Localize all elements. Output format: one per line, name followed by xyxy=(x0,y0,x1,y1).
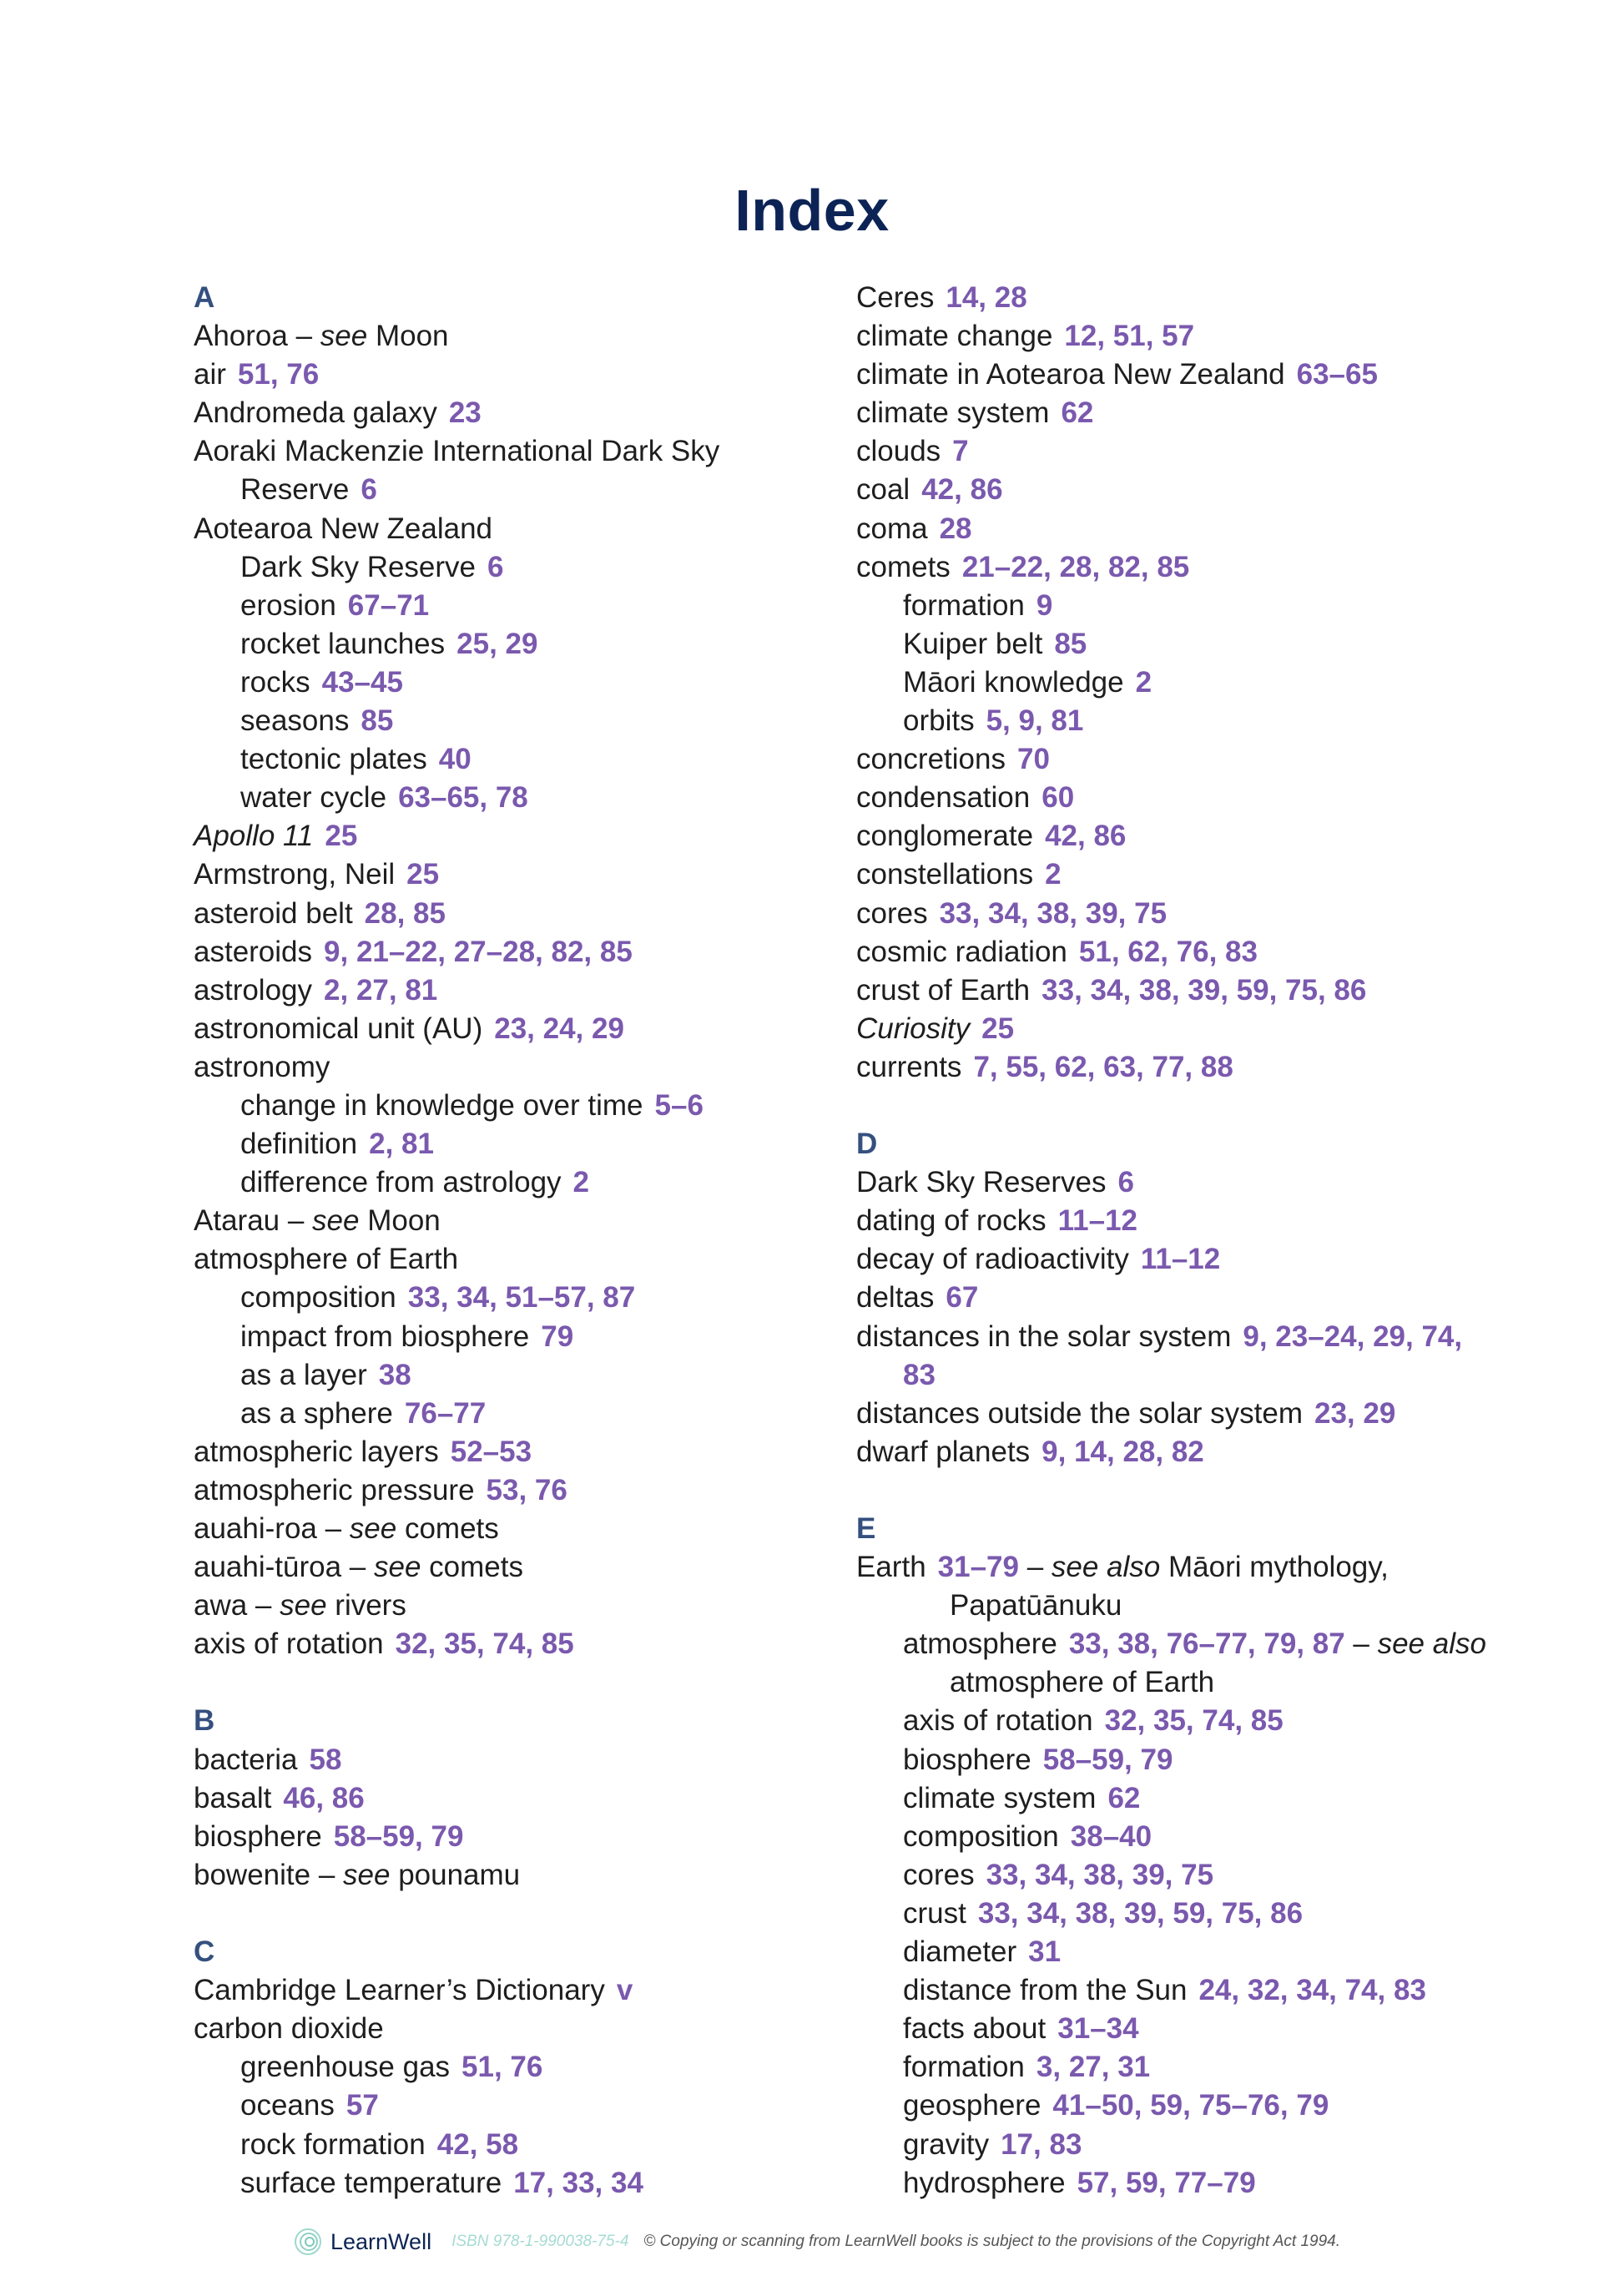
page-numbers: 25, 29 xyxy=(456,627,538,660)
index-entry xyxy=(856,1163,1516,1202)
index-subentry xyxy=(194,587,778,625)
entry-term: Dark Sky Reserve xyxy=(240,550,477,583)
index-entry xyxy=(194,1433,778,1471)
page-numbers: 42, 86 xyxy=(921,473,1003,507)
entry-term: change in knowledge over time xyxy=(240,1088,643,1122)
index-subentry xyxy=(856,1971,1516,2010)
index-subentry xyxy=(856,1856,1516,1895)
page-numbers: 41–50, 59, 75–76, 79 xyxy=(1052,2089,1329,2122)
index-entry xyxy=(194,1856,778,1895)
index-subentry xyxy=(194,1318,778,1356)
section-letter: E xyxy=(856,1512,876,1545)
index-subentry xyxy=(194,2126,778,2164)
page-numbers: 12, 51, 57 xyxy=(1064,320,1195,353)
entry-term-italic: Apollo 11 xyxy=(194,820,314,853)
entry-term-italic: see xyxy=(280,1589,327,1622)
index-entry xyxy=(856,510,1516,548)
index-entry xyxy=(856,971,1516,1010)
entry-term: Moon xyxy=(359,1204,441,1238)
index-entry xyxy=(194,1510,778,1548)
entry-term: definition xyxy=(240,1128,358,1161)
page-numbers: 52–53 xyxy=(450,1435,532,1468)
entry-term: orbits xyxy=(903,704,975,738)
page-numbers: 32, 35, 74, 85 xyxy=(395,1627,574,1661)
entry-term: hydrosphere xyxy=(903,2166,1066,2199)
page-numbers: 51, 76 xyxy=(237,358,320,391)
page-numbers: 23, 24, 29 xyxy=(494,1012,624,1045)
entry-term: Moon xyxy=(367,320,449,353)
entry-term: dwarf planets xyxy=(856,1435,1031,1468)
index-entry xyxy=(194,1471,778,1510)
index-entry xyxy=(856,394,1516,432)
page-numbers: 11–12 xyxy=(1057,1204,1138,1238)
entry-term: Reserve xyxy=(240,473,350,507)
page-numbers: 9 xyxy=(1036,588,1053,622)
entry-term: Aotearoa New Zealand xyxy=(194,512,492,545)
entry-term: crust xyxy=(903,1896,966,1930)
entry-term: astrology xyxy=(194,973,313,1007)
entry-term: clouds xyxy=(856,435,941,468)
entry-term: erosion xyxy=(240,588,336,622)
entry-term-italic: see xyxy=(312,1204,360,1238)
entry-term-italic: see also xyxy=(1051,1551,1161,1584)
entry-term: impact from biosphere xyxy=(240,1320,530,1353)
page-numbers: 28, 85 xyxy=(364,896,446,930)
page-numbers: 11–12 xyxy=(1140,1243,1221,1276)
entry-term: surface temperature xyxy=(240,2166,502,2199)
entry-term-italic: see also xyxy=(1377,1627,1486,1661)
index-subentry xyxy=(194,548,778,587)
entry-term: seasons xyxy=(240,704,350,738)
index-entry xyxy=(856,933,1516,971)
index-subentry xyxy=(856,2087,1516,2125)
index-column-left xyxy=(194,279,778,2203)
entry-term: distances outside the solar system xyxy=(856,1396,1303,1430)
entry-term: deltas xyxy=(856,1281,935,1315)
page-numbers: v xyxy=(616,1974,633,2007)
index-subentry xyxy=(194,625,778,664)
entry-term: astronomy xyxy=(194,1050,330,1083)
entry-term: asteroid belt xyxy=(194,896,353,930)
entry-term: diameter xyxy=(903,1935,1017,1969)
entry-term: conglomerate xyxy=(856,820,1034,853)
entry-term: bacteria xyxy=(194,1743,298,1776)
entry-term: Atarau – xyxy=(194,1204,313,1238)
spacer xyxy=(194,1663,778,1702)
index-entry xyxy=(856,779,1516,817)
page-numbers: 62 xyxy=(1107,1781,1141,1814)
index-subentry xyxy=(194,1356,778,1395)
entry-term: condensation xyxy=(856,781,1031,815)
entry-term: – xyxy=(1018,1551,1052,1584)
entry-term: rocket launches xyxy=(240,627,446,660)
page-numbers: 9, 21–22, 27–28, 82, 85 xyxy=(324,935,633,968)
page-numbers: 67–71 xyxy=(347,588,430,622)
entry-term: decay of radioactivity xyxy=(856,1243,1129,1276)
index-subentry xyxy=(856,1818,1516,1856)
page-numbers: 51, 62, 76, 83 xyxy=(1078,935,1258,968)
entry-term: Dark Sky Reserves xyxy=(856,1166,1107,1199)
index-subentry xyxy=(856,664,1516,702)
page-numbers: 62 xyxy=(1061,396,1094,430)
page-numbers: 6 xyxy=(1117,1166,1134,1199)
page-numbers: 51, 76 xyxy=(461,2051,543,2084)
page-numbers: 14, 28 xyxy=(946,281,1027,314)
entry-term: astronomical unit (AU) xyxy=(194,1012,483,1045)
index-entry xyxy=(856,432,1516,471)
page-numbers: 31 xyxy=(1028,1935,1062,1969)
entry-term: climate system xyxy=(903,1781,1097,1814)
page-numbers: 2 xyxy=(1135,665,1152,699)
page-numbers: 2 xyxy=(572,1166,590,1199)
entry-term: greenhouse gas xyxy=(240,2051,451,2084)
page-numbers: 85 xyxy=(1054,627,1087,660)
page-numbers: 67 xyxy=(946,1281,979,1315)
entry-term: auahi-roa – xyxy=(194,1512,350,1545)
index-entry xyxy=(194,1240,778,1279)
entry-term: atmospheric pressure xyxy=(194,1473,475,1506)
index-subentry xyxy=(856,2010,1516,2048)
section-letter: C xyxy=(194,1935,215,1969)
entry-term: distance from the Sun xyxy=(903,1974,1188,2007)
entry-term: Māori mythology, xyxy=(1160,1551,1389,1584)
page-numbers: 31–79 xyxy=(937,1551,1019,1584)
entry-term: coma xyxy=(856,512,928,545)
index-entry xyxy=(194,1587,778,1625)
index-subentry xyxy=(194,1125,778,1163)
page-numbers: 76–77 xyxy=(404,1396,487,1430)
entry-term: Kuiper belt xyxy=(903,627,1043,660)
entry-term: crust of Earth xyxy=(856,973,1031,1007)
entry-term: biosphere xyxy=(194,1819,322,1853)
index-entry xyxy=(194,1048,778,1087)
entry-term: tectonic plates xyxy=(240,743,427,776)
entry-term: rock formation xyxy=(240,2127,426,2161)
page-numbers: 25 xyxy=(325,820,358,853)
index-entry xyxy=(194,356,778,394)
page-numbers: 5–6 xyxy=(654,1088,704,1122)
spacer xyxy=(194,1895,778,1933)
entry-term: atmospheric layers xyxy=(194,1435,439,1468)
index-entry xyxy=(194,971,778,1010)
page-numbers: 23 xyxy=(448,396,482,430)
copyright-notice: © Copying or scanning from LearnWell books is subject to the provisions of the Copyright Act 1994. xyxy=(643,2233,1340,2250)
page-numbers: 23, 29 xyxy=(1314,1396,1396,1430)
page-numbers: 33, 34, 38, 39, 59, 75, 86 xyxy=(977,1896,1304,1930)
page-numbers: 31–34 xyxy=(1057,2012,1139,2046)
entry-term-italic: see xyxy=(320,320,368,353)
page-numbers: 58 xyxy=(309,1743,342,1776)
entry-term-italic: see xyxy=(349,1512,397,1545)
page-numbers: 58–59, 79 xyxy=(333,1819,464,1853)
page-numbers: 57, 59, 77–79 xyxy=(1077,2166,1256,2199)
entry-term: carbon dioxide xyxy=(194,2012,384,2046)
page-numbers: 33, 34, 51–57, 87 xyxy=(407,1281,636,1315)
entry-term: oceans xyxy=(240,2089,335,2122)
entry-term: geosphere xyxy=(903,2089,1041,2122)
section-letter: D xyxy=(856,1128,878,1161)
index-subentry xyxy=(194,1279,778,1317)
page-numbers: 42, 58 xyxy=(436,2127,519,2161)
entry-term: atmosphere xyxy=(903,1627,1057,1661)
index-entry xyxy=(194,1548,778,1587)
index-subentry xyxy=(856,1895,1516,1933)
page-numbers: 32, 35, 74, 85 xyxy=(1104,1704,1284,1738)
entry-term: Cambridge Learner’s Dictionary xyxy=(194,1974,605,2007)
entry-term: difference from astrology xyxy=(240,1166,562,1199)
index-entry xyxy=(194,1625,778,1663)
index-entry xyxy=(856,1279,1516,1317)
entry-term: as a sphere xyxy=(240,1396,393,1430)
page-numbers: 6 xyxy=(487,550,504,583)
page-numbers: 57 xyxy=(345,2089,379,2122)
page-numbers: 38 xyxy=(378,1358,411,1391)
page-numbers: 7, 55, 62, 63, 77, 88 xyxy=(973,1050,1233,1083)
index-entry xyxy=(856,548,1516,587)
section-letter: A xyxy=(194,281,215,314)
entry-term: air xyxy=(194,358,226,391)
entry-term: dating of rocks xyxy=(856,1204,1047,1238)
index-entry xyxy=(856,1433,1516,1471)
index-entry xyxy=(194,1818,778,1856)
entry-term: climate in Aotearoa New Zealand xyxy=(856,358,1285,391)
entry-term: coal xyxy=(856,473,910,507)
index-subentry xyxy=(856,1779,1516,1818)
page-numbers: 5, 9, 81 xyxy=(986,704,1084,738)
page-numbers: 33, 38, 76–77, 79, 87 xyxy=(1068,1627,1345,1661)
entry-term: Armstrong, Neil xyxy=(194,858,396,891)
page-numbers: 40 xyxy=(438,743,472,776)
entry-term: axis of rotation xyxy=(903,1704,1093,1738)
entry-term: composition xyxy=(240,1281,396,1315)
index-subentry xyxy=(194,2164,778,2203)
index-entry xyxy=(856,1048,1516,1087)
entry-term: as a layer xyxy=(240,1358,367,1391)
entry-term: axis of rotation xyxy=(194,1627,384,1661)
entry-term: Aoraki Mackenzie International Dark Sky xyxy=(194,435,720,468)
index-entry xyxy=(194,855,778,894)
index-entry xyxy=(194,432,778,509)
entry-term: awa – xyxy=(194,1589,280,1622)
entry-term: auahi-tūroa – xyxy=(194,1551,374,1584)
entry-term: concretions xyxy=(856,743,1006,776)
index-entry xyxy=(856,471,1516,509)
entry-term: composition xyxy=(903,1819,1059,1853)
entry-term: atmosphere of Earth xyxy=(950,1666,1215,1699)
index-entry xyxy=(194,394,778,432)
index-subentry xyxy=(856,1625,1516,1702)
entry-term: atmosphere of Earth xyxy=(194,1243,459,1276)
index-subentry xyxy=(194,1087,778,1125)
page-numbers: 3, 27, 31 xyxy=(1036,2051,1151,2084)
index-entry xyxy=(194,317,778,356)
entry-term: Ahoroa – xyxy=(194,320,320,353)
index-subentry xyxy=(856,1741,1516,1779)
section-letter: B xyxy=(194,1704,215,1738)
entry-term: bowenite – xyxy=(194,1858,344,1891)
page-numbers: 60 xyxy=(1041,781,1075,815)
page-numbers: 25 xyxy=(406,858,440,891)
index-subentry xyxy=(856,2048,1516,2087)
index-entry xyxy=(194,1202,778,1240)
entry-term: formation xyxy=(903,2051,1025,2084)
index-subentry xyxy=(194,664,778,702)
entry-term: cores xyxy=(856,896,928,930)
entry-term: – xyxy=(1344,1627,1378,1661)
index-subentry xyxy=(194,2048,778,2087)
entry-term: Andromeda galaxy xyxy=(194,396,437,430)
page-numbers: 58–59, 79 xyxy=(1042,1743,1173,1776)
index-entry xyxy=(194,1971,778,2010)
index-entry xyxy=(194,933,778,971)
page-numbers: 43–45 xyxy=(321,665,403,699)
entry-term: climate system xyxy=(856,396,1050,430)
index-subentry xyxy=(194,779,778,817)
index-entry xyxy=(194,510,778,548)
entry-term: distances in the solar system xyxy=(856,1320,1232,1353)
index-subentry xyxy=(194,2087,778,2125)
index-entry xyxy=(194,1741,778,1779)
page-numbers: 2 xyxy=(1045,858,1062,891)
index-entry xyxy=(194,2010,778,2048)
footer xyxy=(294,2227,1340,2257)
index-entry xyxy=(194,1779,778,1818)
page-numbers: 38–40 xyxy=(1070,1819,1152,1853)
index-subentry xyxy=(194,1163,778,1202)
index-subentry xyxy=(856,1702,1516,1740)
entry-term: biosphere xyxy=(903,1743,1031,1776)
index-entry xyxy=(194,1010,778,1048)
index-entry xyxy=(856,1548,1516,1625)
entry-term: cores xyxy=(903,1858,975,1891)
entry-term: Māori knowledge xyxy=(903,665,1124,699)
entry-term: gravity xyxy=(903,2127,990,2161)
entry-term-italic: see xyxy=(373,1551,421,1584)
page-numbers: 9, 14, 28, 82 xyxy=(1041,1435,1204,1468)
index-subentry xyxy=(194,702,778,740)
index-entry xyxy=(856,317,1516,356)
entry-term: cosmic radiation xyxy=(856,935,1067,968)
index-entry xyxy=(856,1318,1516,1395)
entry-term-italic: see xyxy=(343,1858,391,1891)
entry-term: pounamu xyxy=(390,1858,521,1891)
index-entry xyxy=(856,895,1516,933)
entry-term: rocks xyxy=(240,665,310,699)
entry-term: water cycle xyxy=(240,781,387,815)
page-numbers: 2, 81 xyxy=(369,1128,434,1161)
entry-term: Papatūānuku xyxy=(950,1589,1122,1622)
spacer xyxy=(856,1471,1516,1510)
page-numbers: 85 xyxy=(361,704,394,738)
index-subentry xyxy=(856,587,1516,625)
page-numbers: 7 xyxy=(952,435,969,468)
page-numbers: 9, 23–24, 29, 74, xyxy=(1243,1320,1463,1353)
index-entry xyxy=(194,817,778,855)
entry-term-italic: Curiosity xyxy=(856,1012,971,1045)
index-entry xyxy=(856,279,1516,317)
index-entry xyxy=(856,740,1516,779)
page-numbers: 70 xyxy=(1016,743,1050,776)
entry-term: Ceres xyxy=(856,281,935,314)
page-numbers: 33, 34, 38, 39, 75 xyxy=(986,1858,1214,1891)
page-numbers: 63–65 xyxy=(1296,358,1378,391)
index-subentry xyxy=(856,1933,1516,1971)
index-subentry xyxy=(856,2164,1516,2203)
index-entry xyxy=(856,817,1516,855)
index-subentry xyxy=(856,2126,1516,2164)
index-entry xyxy=(856,1202,1516,1240)
entry-term: rivers xyxy=(326,1589,406,1622)
index-entry xyxy=(856,1240,1516,1279)
index-entry xyxy=(856,855,1516,894)
page-numbers: 83 xyxy=(903,1358,936,1391)
page-numbers: 21–22, 28, 82, 85 xyxy=(961,550,1190,583)
entry-term: constellations xyxy=(856,858,1034,891)
page-numbers: 53, 76 xyxy=(486,1473,567,1506)
index-subentry xyxy=(194,1395,778,1433)
page-numbers: 6 xyxy=(361,473,377,507)
index-subentry xyxy=(856,702,1516,740)
page-numbers: 17, 83 xyxy=(1001,2127,1082,2161)
entry-term: climate change xyxy=(856,320,1053,353)
spacer xyxy=(856,1087,1516,1125)
entry-term: comets xyxy=(856,550,951,583)
page-numbers: 28 xyxy=(939,512,972,545)
learnwell-logo-icon xyxy=(294,2228,322,2256)
page-numbers: 25 xyxy=(981,1012,1015,1045)
index-entry xyxy=(856,1010,1516,1048)
entry-term: currents xyxy=(856,1050,962,1083)
page-numbers: 24, 32, 34, 74, 83 xyxy=(1198,1974,1426,2007)
index-entry xyxy=(194,895,778,933)
page-title: Index xyxy=(734,178,890,243)
index-entry xyxy=(856,1395,1516,1433)
page-numbers: 33, 34, 38, 39, 59, 75, 86 xyxy=(1041,973,1367,1007)
index-column-right xyxy=(856,279,1516,2203)
entry-term: Earth xyxy=(856,1551,926,1584)
page-numbers: 2, 27, 81 xyxy=(324,973,438,1007)
entry-term: facts about xyxy=(903,2012,1047,2046)
isbn: ISBN 978-1-990038-75-4 xyxy=(451,2233,629,2250)
brand-name: LearnWell xyxy=(330,2228,432,2254)
entry-term: basalt xyxy=(194,1781,272,1814)
index-entry xyxy=(856,356,1516,394)
entry-term: comets xyxy=(421,1551,523,1584)
entry-term: formation xyxy=(903,588,1025,622)
page-numbers: 33, 34, 38, 39, 75 xyxy=(939,896,1168,930)
index-subentry xyxy=(194,740,778,779)
page-numbers: 46, 86 xyxy=(283,1781,365,1814)
entry-term: comets xyxy=(396,1512,499,1545)
page-numbers: 42, 86 xyxy=(1045,820,1127,853)
index-subentry xyxy=(856,625,1516,664)
entry-term: asteroids xyxy=(194,935,313,968)
page-numbers: 63–65, 78 xyxy=(398,781,528,815)
page-numbers: 17, 33, 34 xyxy=(513,2166,643,2199)
page-numbers: 79 xyxy=(541,1320,574,1353)
